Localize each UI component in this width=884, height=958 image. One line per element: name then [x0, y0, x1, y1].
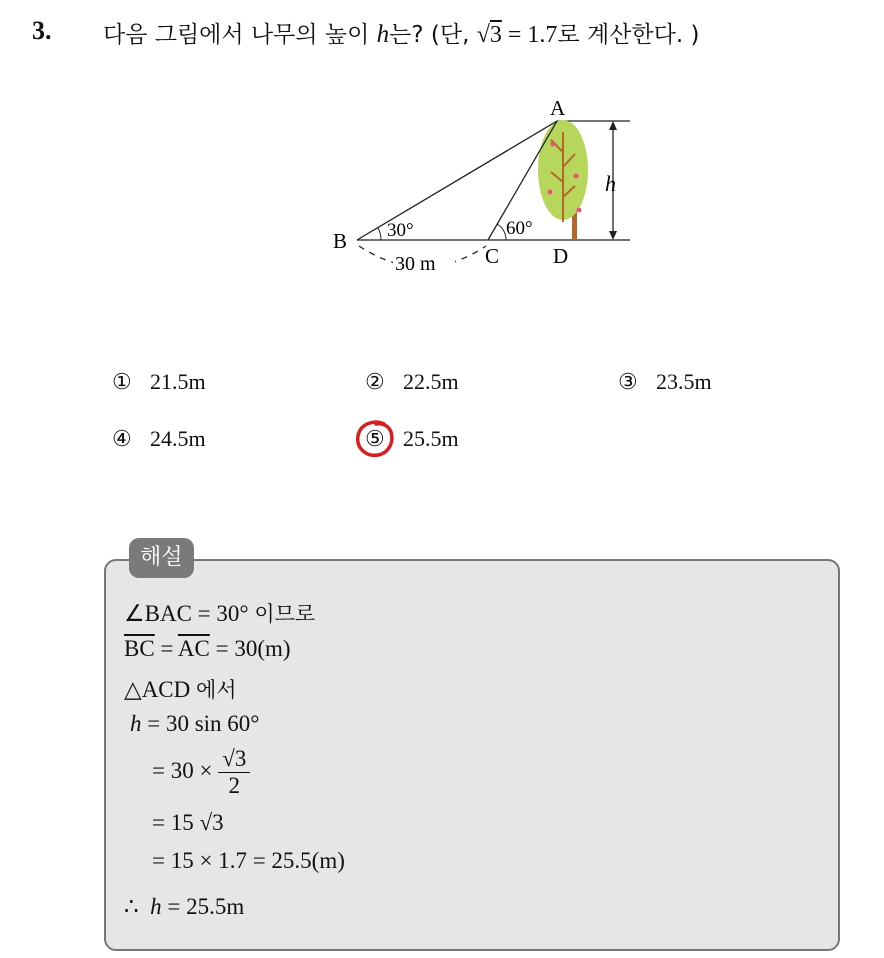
choice-5-value: 25.5m [403, 426, 459, 451]
label-a: A [550, 96, 566, 120]
choice-1[interactable] [112, 369, 206, 395]
label-b: B [333, 229, 348, 253]
label-h: h [605, 171, 616, 196]
height-arrow-bottom [609, 231, 617, 240]
choice-1-value: 21.5m [150, 369, 206, 394]
solution-line-4-rest: = 30 sin 60° [141, 711, 260, 736]
choice-4-value: 24.5m [150, 426, 206, 451]
solution-line-3 [124, 674, 237, 704]
choice-1-number: ① [112, 369, 132, 394]
choice-4[interactable] [112, 426, 206, 452]
label-distance: 30 m [395, 253, 436, 275]
solution-line-3-korean: 에서 [196, 678, 237, 702]
solution-line-1-korean: 이므로 [254, 602, 316, 626]
solution-line-8-h: h [150, 894, 162, 919]
choice-3-value: 23.5m [656, 369, 712, 394]
choice-2[interactable] [365, 369, 459, 395]
solution-line-2 [124, 636, 291, 662]
label-c: C [485, 244, 500, 268]
question-text-before: 다음 그림에서 나무의 높이 [103, 22, 377, 48]
solution-line-2-eq2: = 30(m) [209, 636, 291, 661]
therefore-symbol: ∴ [124, 894, 139, 919]
tree-triangle-figure [325, 92, 635, 282]
segment-ac: $\overline{AC}$ [177, 636, 210, 661]
question-equation: = 1.7 [501, 22, 558, 48]
angle-arc-c [497, 224, 506, 240]
answer-mark-circle [354, 418, 398, 460]
tree-icon [538, 120, 588, 240]
solution-line-8 [124, 894, 244, 920]
solution-line-4-h: h [130, 711, 142, 736]
question-number: 3. [32, 16, 52, 45]
segment-bc: $\overline{BC}$ [124, 636, 155, 661]
label-angle-b: 30° [387, 220, 414, 241]
choice-2-number: ② [365, 369, 385, 394]
label-d: D [553, 244, 569, 268]
solution-line-6: = 15 √3 [152, 810, 224, 835]
sqrt-sign: √ [476, 22, 490, 48]
height-arrow-top [609, 121, 617, 130]
choice-4-number: ④ [112, 426, 132, 451]
fraction-denominator: 2 [228, 773, 241, 798]
sqrt-arg: 3 [489, 22, 502, 48]
question-text [103, 16, 699, 49]
solution-line-7: = 15 × 1.7 = 25.5(m) [152, 848, 345, 873]
fraction-numerator: √3 [218, 746, 250, 773]
solution-tag: 해설 [129, 538, 194, 578]
question-text-after: 로 계산한다. ) [557, 22, 700, 48]
question-variable: h [376, 21, 390, 48]
solution-line-5 [152, 746, 250, 799]
choice-2-value: 22.5m [403, 369, 459, 394]
solution-line-8-rest: = 25.5m [161, 894, 245, 919]
solution-line-5-pre: = 30 × [152, 757, 219, 783]
solution-line-2-eq1: = [154, 636, 178, 661]
choice-3-number: ③ [618, 369, 638, 394]
choice-5-number: ⑤ [365, 426, 385, 451]
solution-line-3-math: △ACD [124, 677, 191, 702]
solution-line-1-math: ∠BAC = 30° [124, 601, 249, 626]
solution-line-4 [130, 711, 260, 737]
label-angle-c: 60° [506, 218, 533, 239]
choice-3[interactable] [618, 369, 712, 395]
question-text-mid: 는? (단, [389, 22, 477, 48]
angle-arc-b [378, 228, 381, 240]
solution-line-1 [124, 598, 315, 628]
fraction [218, 746, 250, 799]
